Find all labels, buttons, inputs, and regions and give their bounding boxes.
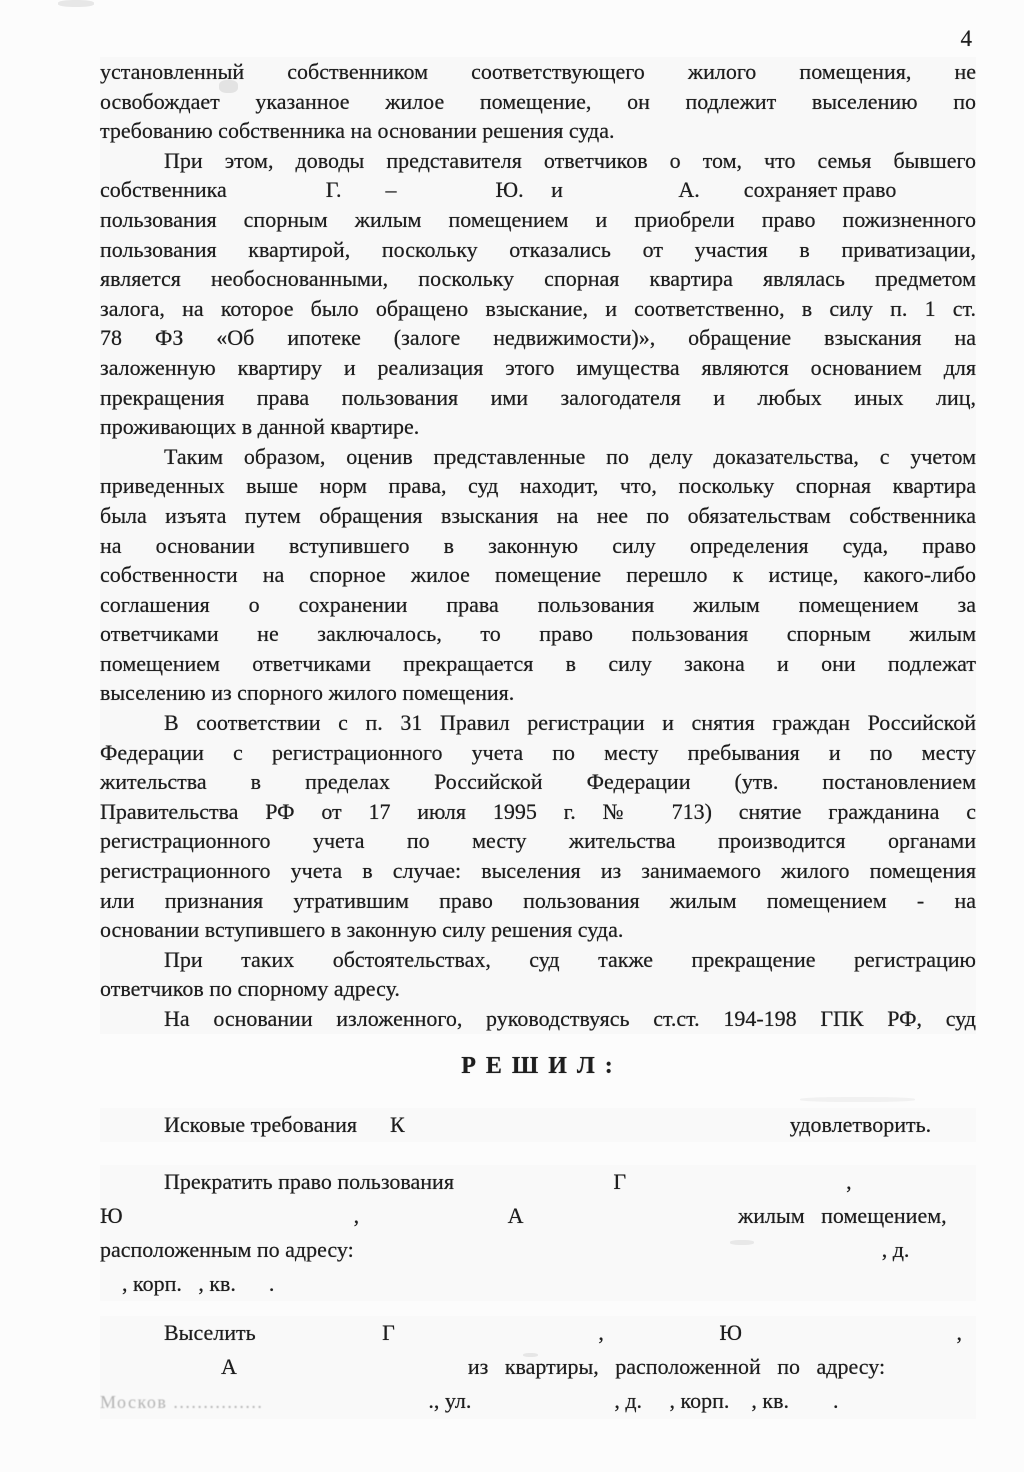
text-line: заложенную квартиру и реализация этого имущества являются основанием для: [100, 353, 976, 383]
faded-redacted-region-text: Москов ...............: [100, 1391, 264, 1412]
text-line-redacted-names: Прекратить право пользования Г ,: [164, 1168, 852, 1194]
text-line: была изъята путем обращения взыскания на нее по обязательствам собственника: [100, 501, 976, 531]
text-line: жительства в пределах Российской Федерации (утв. постановлением: [100, 767, 976, 797]
ruling-heading: Р Е Ш И Л :: [461, 1052, 615, 1079]
scan-artifact: [58, 0, 94, 7]
text-line: является необоснованными, поскольку спорная квартира являлась предметом: [100, 264, 976, 294]
paragraph-legal-basis: [100, 1004, 976, 1034]
text-line: При таких обстоятельствах, суд также прекращение регистрацию: [100, 945, 976, 975]
text-line-redacted-names: Выселить Г , Ю ,: [164, 1319, 962, 1345]
paragraph-circumstances: [100, 945, 976, 1004]
ruling-evict: [100, 1316, 976, 1419]
ruling-claims: [100, 1108, 976, 1142]
text-line: В соответствии с п. 31 Правил регистрации и снятия граждан Российской: [100, 708, 976, 738]
text-line-redacted-names: А из квартиры, расположенной по адресу:: [100, 1353, 886, 1379]
text-line: регистрационного учета в случае: выселения из занимаемого жилого помещения: [100, 856, 976, 886]
text-line: пользования квартирой, поскольку отказались от участия в приватизации,: [100, 235, 976, 265]
text-line: Правительства РФ от 17 июля 1995 г. № 713) снятие гражданина с: [100, 797, 976, 827]
text-line: освобождает указанное жилое помещение, он подлежит выселению по: [100, 87, 976, 117]
paragraph-continuation: [100, 57, 976, 146]
text-line: на основании вступившего в законную силу определения суда, право: [100, 531, 976, 561]
text-line-redacted-names: собственника Г. – Ю. и А. сохраняет право: [100, 175, 976, 205]
text-line: ответчиками не заключалось, то право пользования спорным жилым: [100, 619, 976, 649]
text-line-redacted-address: расположенным по адресу: , д.: [100, 1236, 910, 1262]
text-line: собственности на спорное жилое помещение перешло к истице, какого-либо: [100, 560, 976, 590]
text-line: На основании изложенного, руководствуясь ст.ст. 194-198 ГПК РФ, суд: [100, 1004, 976, 1034]
text-line: помещением ответчиками прекращается в силу закона и они подлежат: [100, 649, 976, 679]
text-line-redacted-address: , корп. , кв. .: [100, 1270, 275, 1296]
text-line: пользования спорным жилым помещением и приобрели право пожизненного: [100, 205, 976, 235]
text-line: установленный собственником соответствующего жилого помещения, не: [100, 57, 976, 87]
text-line-redacted-names: Ю , А жилым помещением,: [100, 1202, 947, 1228]
paragraph-court-assessment: [100, 442, 976, 708]
text-line: соглашения о сохранении права пользования жилым помещением за: [100, 590, 976, 620]
text-line: проживающих в данной квартире.: [100, 412, 976, 442]
page-number: 4: [960, 26, 972, 51]
text-line: или признания утратившим право пользования жилым помещением - на: [100, 886, 976, 916]
text-line: Таким образом, оценив представленные по делу доказательства, с учетом: [100, 442, 976, 472]
text-line: залога, на которое было обращено взыскание, и соответственно, в силу п. 1 ст.: [100, 294, 976, 324]
address-line-remainder: ., ул. , д. , корп. , кв. .: [263, 1387, 839, 1413]
text-line: выселению из спорного жилого помещения.: [100, 678, 976, 708]
text-line: ответчиков по спорному адресу.: [100, 974, 976, 1004]
text-line: прекращения права пользования ими залогодателя и любых иных лиц,: [100, 383, 976, 413]
text-line: регистрационного учета по месту жительства производится органами: [100, 826, 976, 856]
ruling-terminate-use: [100, 1165, 976, 1301]
text-line-redacted-names: Исковые требования К удовлетворить.: [164, 1111, 932, 1137]
text-line: приведенных выше норм права, суд находит, что, поскольку спорная квартира: [100, 471, 976, 501]
text-line: требованию собственника на основании решения суда.: [100, 116, 976, 146]
text-line: основании вступившего в законную силу решения суда.: [100, 915, 976, 945]
text-line-redacted-address: [100, 1384, 976, 1419]
text-line: 78 ФЗ «Об ипотеке (залоге недвижимости)», обращение взыскания на: [100, 323, 976, 353]
paragraph-family-arguments: [100, 146, 976, 442]
text-line: При этом, доводы представителя ответчиков о том, что семья бывшего: [100, 146, 976, 176]
paragraph-registration-rules: [100, 708, 976, 945]
document-content: [100, 57, 976, 1419]
text-line: Федерации с регистрационного учета по месту пребывания и по месту: [100, 738, 976, 768]
